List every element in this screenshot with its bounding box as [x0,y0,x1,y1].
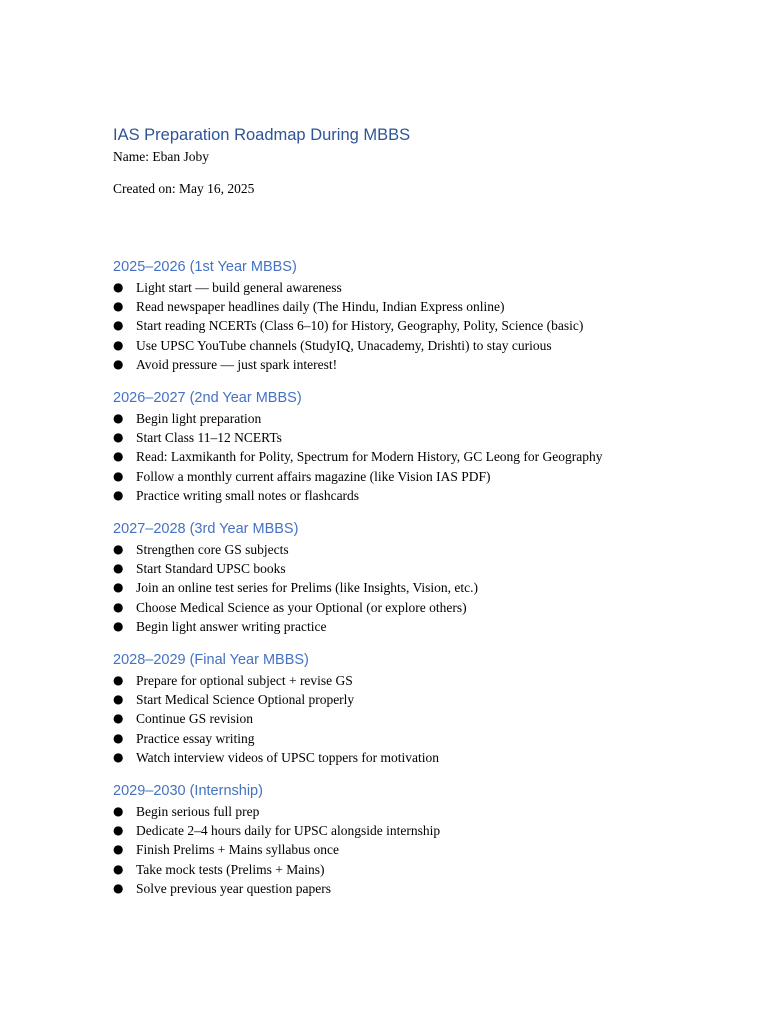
document-page [113,124,733,912]
section-heading: 2027–2028 (3rd Year MBBS) [113,521,299,538]
list-item [113,336,733,355]
list-item-text: Dedicate 2–4 hours daily for UPSC alongside internship [136,823,441,839]
list-item [113,578,733,597]
list-item [113,447,733,466]
bullet-icon: ● [113,468,124,483]
bullet-icon: ● [113,299,124,314]
list-item [113,690,733,709]
bullet-icon: ● [113,337,124,352]
list-item [113,559,733,578]
list-item-text: Practice writing small notes or flashcards [136,487,360,503]
list-item [113,617,733,636]
section-year-1 [113,257,733,374]
bullet-icon: ● [113,411,124,426]
list-item [113,709,733,728]
list-item-text: Begin light preparation [136,411,262,427]
list-item-text: Start Standard UPSC books [136,561,286,577]
bullet-icon: ● [113,318,124,333]
list-item-text: Choose Medical Science as your Optional (or explore others) [136,599,467,615]
bullet-icon: ● [113,730,124,745]
bullet-icon: ● [113,449,124,464]
list-item [113,598,733,617]
list-item [113,428,733,447]
bullet-list [113,409,733,505]
created-date: Created on: May 16, 2025 [113,181,255,196]
list-item-text: Start Class 11–12 NCERTs [136,430,282,446]
bullet-icon: ● [113,804,124,819]
bullet-icon: ● [113,618,124,633]
section-heading: 2026–2027 (2nd Year MBBS) [113,390,302,407]
list-item [113,729,733,748]
bullet-icon: ● [113,580,124,595]
list-item [113,486,733,505]
bullet-icon: ● [113,599,124,614]
bullet-icon: ● [113,430,124,445]
bullet-icon: ● [113,880,124,895]
list-item [113,467,733,486]
list-item [113,278,733,297]
bullet-icon: ● [113,280,124,294]
list-item [113,879,733,898]
list-item [113,316,733,335]
bullet-list [113,671,733,767]
list-item-text: Practice essay writing [136,730,255,746]
list-item-text: Avoid pressure — just spark interest! [136,356,338,372]
bullet-icon: ● [113,487,124,502]
list-item [113,840,733,859]
section-heading: 2028–2029 (Final Year MBBS) [113,652,309,669]
list-item-text: Follow a monthly current affairs magazine (like Vision IAS PDF) [136,468,491,484]
bullet-icon: ● [113,561,124,576]
list-item-text: Read newspaper headlines daily (The Hindu, Indian Express online) [136,299,505,315]
list-item-text: Begin light answer writing practice [136,618,327,634]
section-internship [113,781,733,898]
list-item [113,355,733,374]
list-item [113,297,733,316]
list-item [113,748,733,767]
section-year-4 [113,650,733,767]
section-year-2 [113,388,733,505]
bullet-icon: ● [113,842,124,857]
list-item-text: Start Medical Science Optional properly [136,692,355,708]
document-title: IAS Preparation Roadmap During MBBS [113,126,411,144]
bullet-icon: ● [113,692,124,707]
bullet-list [113,540,733,636]
list-item-text: Solve previous year question papers [136,880,331,896]
list-item-text: Read: Laxmikanth for Polity, Spectrum for Modern History, GC Leong for Geography [136,449,603,465]
section-year-3 [113,519,733,636]
list-item-text: Finish Prelims + Mains syllabus once [136,842,339,858]
bullet-list [113,802,733,898]
section-heading: 2025–2026 (1st Year MBBS) [113,259,297,275]
list-item-text: Prepare for optional subject + revise GS [136,673,353,689]
bullet-icon: ● [113,823,124,838]
list-item-text: Strengthen core GS subjects [136,542,289,558]
list-item [113,409,733,428]
list-item-text: Begin serious full prep [136,804,260,820]
list-item-text: Take mock tests (Prelims + Mains) [136,861,325,877]
author-name: Name: Eban Joby [113,149,209,164]
list-item-text: Use UPSC YouTube channels (StudyIQ, Unacademy, Drishti) to stay curious [136,337,552,353]
bullet-icon: ● [113,861,124,876]
list-item [113,860,733,879]
bullet-icon: ● [113,356,124,371]
list-item [113,821,733,840]
list-item-text: Continue GS revision [136,711,253,727]
list-item-text: Start reading NCERTs (Class 6–10) for History, Geography, Polity, Science (basic) [136,318,584,334]
section-heading: 2029–2030 (Internship) [113,783,263,800]
list-item [113,671,733,690]
list-item [113,540,733,559]
bullet-icon: ● [113,711,124,726]
bullet-list [113,278,733,374]
list-item-text: Watch interview videos of UPSC toppers for motivation [136,749,439,765]
list-item-text: Join an online test series for Prelims (like Insights, Vision, etc.) [136,580,479,596]
bullet-icon: ● [113,673,124,688]
list-item [113,802,733,821]
roadmap-sections [113,257,733,898]
bullet-icon: ● [113,542,124,557]
list-item-text: Light start — build general awareness [136,280,342,295]
bullet-icon: ● [113,749,124,764]
